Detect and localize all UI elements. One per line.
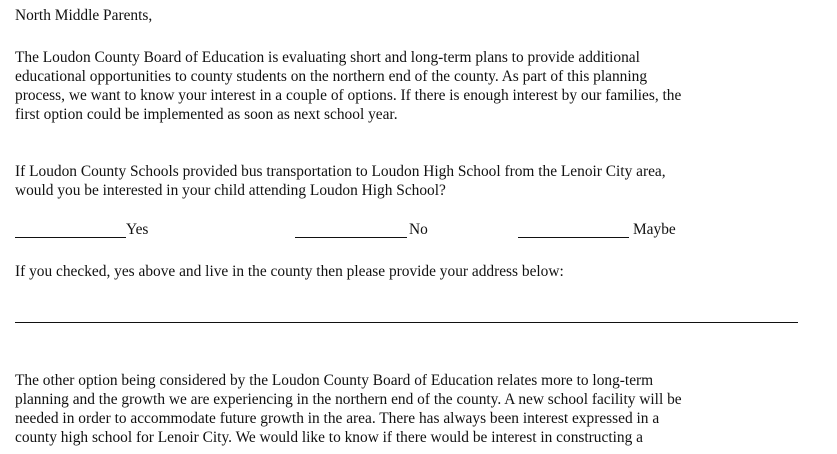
yes-check-blank[interactable]	[15, 237, 126, 238]
second-option-paragraph	[15, 371, 835, 447]
question-paragraph	[15, 162, 835, 200]
intro-paragraph	[15, 48, 835, 124]
yes-label: Yes	[126, 221, 149, 238]
second-option-line-3: needed in order to accommodate future growth in the area. There has always been interest expressed in a	[15, 410, 660, 427]
second-option-line-4: county high school for Lenoir City. We would like to know if there would be interest in constructing a	[15, 429, 643, 446]
intro-line-4: first option could be implemented as soon as next school year.	[15, 106, 398, 123]
response-options	[0, 220, 837, 242]
second-option-line-2: planning and the growth we are experiencing in the northern end of the county. A new school facility will be	[15, 391, 682, 408]
salutation-text: North Middle Parents,	[15, 7, 153, 24]
no-label: No	[409, 221, 428, 238]
salutation	[15, 6, 835, 25]
address-instruction	[15, 262, 835, 281]
maybe-check-blank[interactable]	[518, 237, 629, 238]
address-instruction-text: If you checked, yes above and live in the county then please provide your address below:	[15, 263, 564, 280]
second-option-line-1: The other option being considered by the Loudon County Board of Education relates more to long-term	[15, 372, 654, 389]
question-line-2: would you be interested in your child attending Loudon High School?	[15, 182, 446, 199]
maybe-label: Maybe	[633, 221, 676, 238]
intro-line-2: educational opportunities to county students on the northern end of the county. As part of this planning	[15, 68, 648, 85]
intro-line-1: The Loudon County Board of Education is evaluating short and long-term plans to provide additional	[15, 49, 640, 66]
address-field-line[interactable]	[15, 322, 798, 323]
question-line-1: If Loudon County Schools provided bus transportation to Loudon High School from the Lenoir City area,	[15, 163, 666, 180]
no-check-blank[interactable]	[295, 237, 407, 238]
intro-line-3: process, we want to know your interest in a couple of options. If there is enough interest by our families, the	[15, 87, 682, 104]
